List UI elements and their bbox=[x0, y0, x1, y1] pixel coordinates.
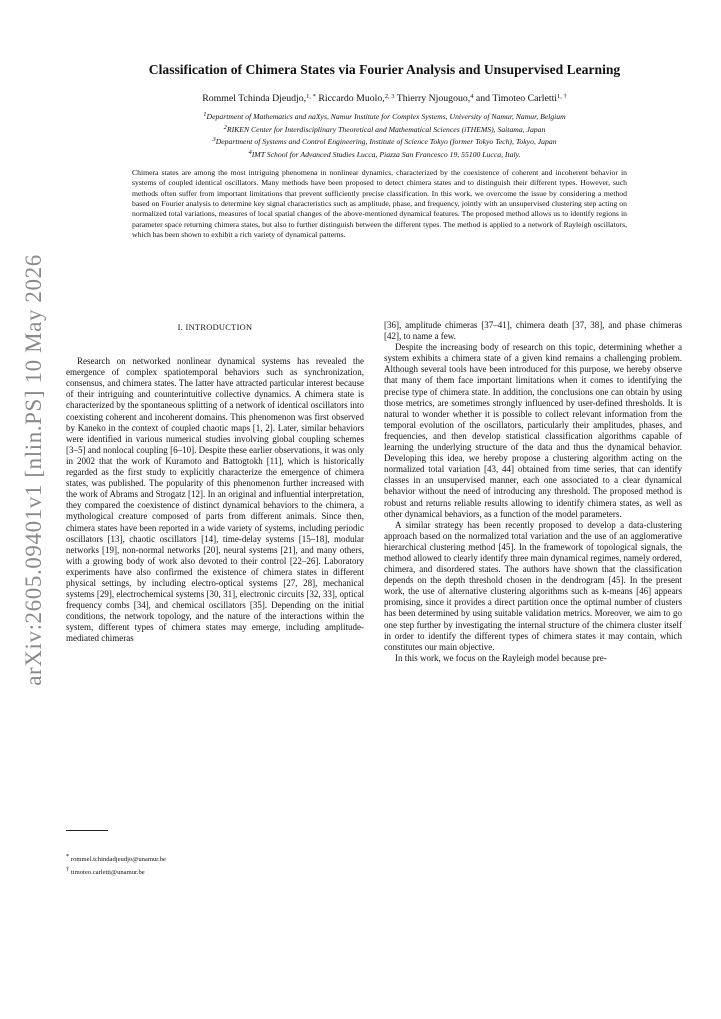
footnotes bbox=[66, 852, 166, 877]
author-list bbox=[70, 93, 699, 104]
affiliation-line: $^3$Department of Systems and Control Engineering, Institute of Science Tokyo (former Tokyo Tech), Tokyo, Japan bbox=[212, 136, 557, 146]
author-affil-marks: 2, 3 bbox=[384, 93, 395, 100]
footnote-email: † timoteo.carletti@unamur.be bbox=[66, 865, 145, 876]
affiliation-line: $^2$RIKEN Center for Interdisciplinary Theoretical and Mathematical Sciences (iTHEMS), Saitama, Japan bbox=[223, 123, 546, 134]
body-paragraph: A similar strategy has been recently proposed to develop a data-clustering approach based on the normalized total variation and the use of an agglomerative hierarchical clustering method [45]. In the framework of topological signals, the method allowed to clearly identify three main dynamical regimes, namely ordered, chimera, and disordered states. The authors have shown that the classification depends on the depth threshold chosen in the dendrogram [45]. In the present work, the use of alternative clustering algorithms such as k-means [46] appears promising, since it provides a direct partition once the optimal number of clusters has been determined by using suitable validation metrics. Moreover, we aim to go one step further by investigating the internal structure of the chimera cluster itself in order to identify the different types of chimera states it may contain, which constitutes our main objective. bbox=[384, 519, 682, 652]
arxiv-stamp-text: arXiv:2605.09401v1 [nlin.PS] 10 May 2026 bbox=[21, 254, 46, 686]
footnote-email: * rommel.tchindadjeudjo@unamur.be bbox=[66, 853, 166, 863]
body-paragraph: Despite the increasing body of research on this topic, determining whether a system exhibits a chimera state of a given kind remains a challenging problem. Although several tools have been introduced for this purpose, we hereby observe that many of them face important limitations when it comes to identifying the precise type of chimera state. In addition, the conclusions one can obtain by using those metrics, are sometimes strongly influenced by user-defined thresholds. It is natural to wonder whether it is possible to collect relevant information from the temporal evolution of the oscillators, particularly their amplitudes, phases, and frequencies, and then develop statistical classification algorithms capable of learning the underlying structure of the data and thus the dynamical behavior. Developing this idea, we hereby propose a clustering algorithm acting on the normalized total variation [43, 44] obtained from time series, that can identify classes in an unsupervised manner, each one associated to a clear dynamical behavior without the need of introducing any threshold. The proposed method is robust and returns reliable results allowing to identify chimera states, as well as other dynamical behaviors, as a function of the model parameters. bbox=[384, 342, 682, 519]
right-column bbox=[384, 320, 682, 664]
author-name: Thierry Njougouo, bbox=[396, 93, 471, 104]
author-name: Riccardo Muolo, bbox=[318, 93, 385, 104]
author-name: Rommel Tchinda Djeudjo, bbox=[202, 93, 307, 104]
body-paragraph: Research on networked nonlinear dynamical systems has revealed the emergence of complex spatiotemporal behaviors such as synchronization, consensus, and chimera states. The latter have attracted particular interest because of their intriguing and counterintuitive collective dynamics. A chimera state is characterized by the spontaneous splitting of a network of identical oscillators into coexisting coherent and incoherent domains. This phenomenon was first observed by Kaneko in the context of coupled chaotic maps [1, 2]. Later, similar behaviors were identified in various numerical studies involving global coupling schemes [3–5] and nonlocal coupling [6–10]. Despite these earlier observations, it was only in 2002 that the work of Kuramoto and Battogtokh [11], which is historically regarded as the first study to explicitly characterize the emergence of chimera states, was published. The popularity of this phenomenon further increased with the work of Abrams and Strogatz [12]. In an original and influential interpretation, they compared the coexistence of distinct dynamical behaviors to the chimera, a mythological creature composed of parts from different animals. Since then, chimera states have been reported in a wide variety of systems, including periodic oscillators [13], chaotic oscillators [14], time-delay systems [15–18], modular networks [19], non-normal networks [20], neural systems [21], and many others, with a growing body of work also devoted to their control [22–26]. Laboratory experiments have also confirmed the existence of chimera states in different physical settings, by including electro-optical systems [27, 28], mechanical systems [29], electrochemical systems [30, 31], electronic circuits [32, 33], optical frequency combs [34], and chemical oscillators [35]. Depending on the initial conditions, the network topology, and the nature of the interactions within the system, different types of chimera states may emerge, including amplitude-mediated chimeras bbox=[66, 356, 364, 644]
author-affil-marks: 1, † bbox=[557, 93, 567, 100]
paper-title: Classification of Chimera States via Fourier Analysis and Unsupervised Learning bbox=[148, 62, 621, 77]
affiliation-line: $^1$Department of Mathematics and naXys, Namur Institute for Complex Systems, University of Namur, Namur, Belgium bbox=[203, 111, 566, 121]
section-heading-introduction: I. INTRODUCTION bbox=[177, 323, 253, 332]
author-affil-marks: 1, * bbox=[306, 93, 316, 100]
affiliation-line: $^4$IMT School for Advanced Studies Lucca, Piazza San Francesco 19, 55100 Lucca, Italy. bbox=[248, 148, 521, 159]
left-column bbox=[66, 320, 364, 645]
footnote-divider bbox=[66, 830, 108, 831]
body-paragraph: In this work, we focus on the Rayleigh model because pre- bbox=[395, 652, 607, 663]
body-paragraph-continued: [36], amplitude chimeras [37–41], chimera death [37, 38], and phase chimeras [42], to name a few. bbox=[384, 320, 682, 342]
author-name: and Timoteo Carletti bbox=[475, 93, 558, 104]
arxiv-identifier-stamp bbox=[14, 140, 54, 800]
author-affil-marks: 4 bbox=[470, 93, 474, 100]
affiliation-list bbox=[70, 110, 699, 160]
abstract: Chimera states are among the most intriguing phenomena in nonlinear dynamics, characterized by the coexistence of coherent and incoherent behavior in systems of coupled identical oscillators. Many methods have been proposed to detect chimera states and to distinguish their different types. However, such methods often suffer from important limitations that prevent sufficiently precise classification. In this work, we overcome the issue by considering a method based on Fourier analysis to determine key signal characteristics such as amplitude, phase, and frequency, jointly with an unsupervised clustering step acting on normalized total variations, measures of local spatial changes of the above-mentioned dynamical features. The proposed method allows us to identify regions in parameter space returning chimera states, but also to further distinguish between the different types. The method is applied to a network of Rayleigh oscillators, which has been shown to exhibit a rich variety of dynamical patterns. bbox=[132, 168, 627, 240]
